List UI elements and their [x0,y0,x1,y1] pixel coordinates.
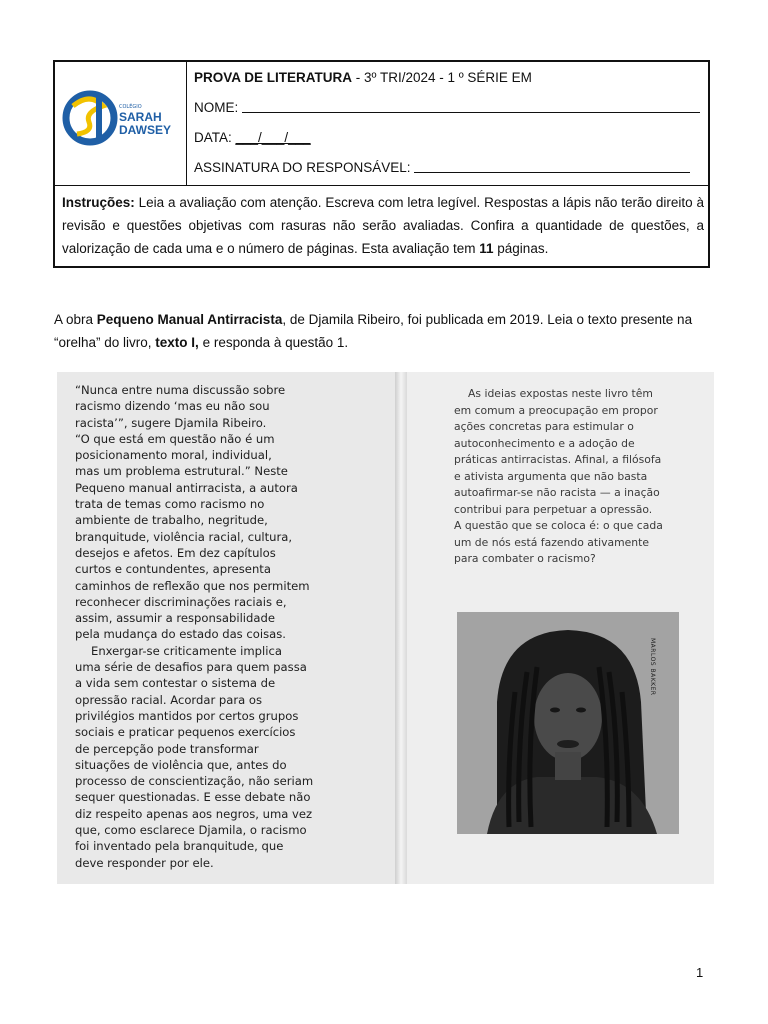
exam-header [53,60,710,268]
left-flap-line: sequer questionadas. E esse debate não [75,790,311,805]
left-flap-line: processo de conscientização, não seriam [75,774,314,789]
right-flap-line: para combater o racismo? [454,552,596,565]
left-flap-line: posicionamento moral, individual, [75,448,272,463]
left-flap-line: racismo dizendo ‘mas eu não sou [75,399,270,414]
exam-title-bold: PROVA DE LITERATURA [194,70,352,85]
left-flap-line: ambiente de trabalho, negritude, [75,513,268,528]
instructions [62,191,704,260]
right-flap-line: um de nós está fazendo ativamente [454,535,649,549]
intro-text-3: e responda à questão 1. [198,335,349,350]
sd-monogram-icon [55,62,185,184]
left-flap-line: reconhecer discriminações raciais e, [75,594,287,609]
name-field[interactable] [242,100,700,113]
right-flap-line: práticas antirracistas. Afinal, a filósofa [454,453,662,466]
left-flap-line: de percepção pode transformar [75,741,259,756]
left-flap-line: uma série de desafios para quem passa [75,660,307,675]
left-flap-line: deve responder por ele. [75,855,214,870]
left-flap-line: branquitude, violência racial, cultura, [75,529,293,544]
exam-title [194,70,532,85]
intro-paragraph [54,308,714,354]
exam-info [187,62,708,186]
header-divider [55,185,708,186]
right-flap-line: ações concretas para estimular o [454,420,634,433]
left-flap-line: Enxergar-se criticamente implica [91,643,282,658]
instructions-label: Instruções: [62,195,135,210]
left-flap-line: “O que está em questão não é um [75,431,275,446]
date-field[interactable]: ___/___/___ [235,130,311,145]
book-title: Pequeno Manual Antirracista [96,312,283,327]
name-label: NOME: [194,100,239,115]
logo-line1: SARAH [119,110,162,124]
name-row [194,100,700,115]
left-flap-line: assim, assumir a responsabilidade [75,611,275,626]
left-flap-line: desejos e afetos. Em dez capítulos [75,545,276,560]
left-flap-line: Pequeno manual antirracista, a autora [75,480,298,495]
left-flap-line: sociais e praticar pequenos exercícios [75,725,296,740]
left-flap-line: privilégios mantidos por certos grupos [75,708,299,723]
left-flap-line: trata de temas como racismo no [75,497,265,512]
photo-credit: MARLOS BAKKER [649,638,656,696]
date-label: DATA: [194,130,232,145]
left-flap-text [75,382,395,871]
right-flap-text [454,386,714,568]
signature-label: ASSINATURA DO RESPONSÁVEL: [194,160,411,175]
left-flap-line: foi inventado pela branquitude, que [75,839,284,854]
instructions-text-end: páginas. [493,241,549,256]
left-flap-line: diz respeito apenas aos negros, uma vez [75,806,313,821]
left-flap-line: racista’”, sugere Djamila Ribeiro. [75,415,267,430]
intro-text-2: , de Djamila Ribeiro, foi publicada em 2019. Leia o texto presente na “orelha” do livro, [54,312,693,350]
date-row [194,130,311,145]
instructions-text: Leia a avaliação com atenção. Escreva com letra legível. Respostas a lápis não terão direito à revisão e questões objetivas com rasuras não serão avaliadas. Confira a quantidade de questões, a valorização de cada uma e o número de páginas. Esta avaliação tem [62,195,704,256]
book-flap-image [57,372,714,884]
left-flap-line: curtos e contundentes, apresenta [75,562,271,577]
left-flap-line: caminhos de reflexão que nos permitem [75,578,310,593]
left-flap-line: a vida sem contestar o sistema de [75,676,276,691]
right-flap-line: autoafirmar-se não racista — a inação [454,486,660,499]
book-spine [395,372,407,884]
logo-line2: DAWSEY [119,123,172,137]
school-logo [55,62,187,186]
page-number: 1 [696,965,704,980]
logo-small-text: COLÉGIO [119,104,142,110]
signature-field[interactable] [414,160,690,173]
right-flap-line: A questão que se coloca é: o que cada [454,519,663,532]
signature-row [194,160,690,175]
author-photo [457,612,679,834]
author-portrait-icon [457,612,679,834]
exam-title-rest: - 3º TRI/2024 - 1 º SÉRIE EM [352,70,532,85]
left-flap-line: pela mudança do estado das coisas. [75,627,286,642]
left-flap-line: mas um problema estrutural.” Neste [75,464,288,479]
text-reference: texto I, [155,335,199,350]
page-count: 11 [479,241,494,256]
right-flap-line: autoconhecimento e a adoção de [454,436,635,450]
intro-text-1: A obra [54,312,97,327]
left-flap-line: “Nunca entre numa discussão sobre [75,383,286,397]
right-flap-line: e ativista argumenta que não basta [454,469,648,483]
left-flap-line: opressão racial. Acordar para os [75,692,263,707]
left-flap-line: situações de violência que, antes do [75,757,287,772]
left-flap-line: que, como esclarece Djamila, o racismo [75,823,307,838]
right-flap-line: As ideias expostas neste livro têm [468,387,653,400]
right-flap-line: contribui para perpetuar a opressão. [454,502,653,516]
right-flap-line: em comum a preocupação em propor [454,403,658,417]
